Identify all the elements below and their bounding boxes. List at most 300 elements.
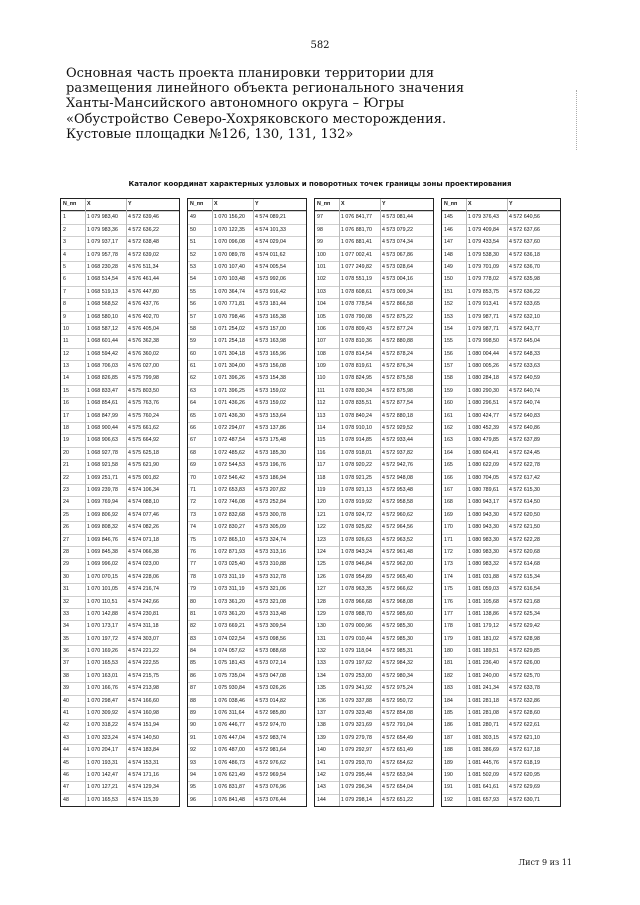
x-coordinate: 1 079 778,02 xyxy=(468,276,499,283)
y-coordinate: 4 573 076,44 xyxy=(255,796,286,803)
table-row xyxy=(188,360,306,372)
y-coordinate: 4 573 312,78 xyxy=(255,573,286,580)
y-coordinate: 4 572 640,74 xyxy=(509,387,540,394)
point-number: 81 xyxy=(190,610,196,617)
point-number: 156 xyxy=(444,350,453,357)
table-row xyxy=(315,769,433,781)
x-coordinate: 1 072 487,54 xyxy=(214,437,245,444)
y-coordinate: 4 572 654,49 xyxy=(382,734,413,741)
x-coordinate: 1 071 304,00 xyxy=(214,363,245,370)
point-number: 133 xyxy=(317,660,326,667)
y-coordinate: 4 574 005,54 xyxy=(255,263,286,270)
header-x: X xyxy=(214,201,218,207)
y-coordinate: 4 572 875,22 xyxy=(382,313,413,320)
point-number: 114 xyxy=(317,425,326,432)
y-coordinate: 4 575 661,62 xyxy=(128,425,159,432)
y-coordinate: 4 574 171,16 xyxy=(128,771,159,778)
table-row xyxy=(188,422,306,434)
y-coordinate: 4 573 157,00 xyxy=(255,325,286,332)
point-number: 134 xyxy=(317,672,326,679)
x-coordinate: 1 078 926,63 xyxy=(341,536,372,543)
x-coordinate: 1 078 814,54 xyxy=(341,350,372,357)
table-row xyxy=(61,249,179,261)
x-coordinate: 1 078 914,85 xyxy=(341,437,372,444)
table-row xyxy=(315,261,433,273)
y-coordinate: 4 572 791,04 xyxy=(382,722,413,729)
table-row xyxy=(61,211,179,223)
point-number: 77 xyxy=(190,561,196,568)
y-coordinate: 4 573 175,48 xyxy=(255,437,286,444)
x-coordinate: 1 070 156,20 xyxy=(214,214,245,221)
table-row xyxy=(188,273,306,285)
x-coordinate: 1 068 900,44 xyxy=(87,425,118,432)
table-row xyxy=(315,657,433,669)
y-coordinate: 4 572 614,50 xyxy=(509,499,540,506)
table-row xyxy=(188,447,306,459)
y-coordinate: 4 574 311,18 xyxy=(128,623,159,630)
table-row xyxy=(188,472,306,484)
point-number: 150 xyxy=(444,276,453,283)
table-row xyxy=(61,757,179,769)
x-coordinate: 1 070 101,05 xyxy=(87,586,118,593)
point-number: 33 xyxy=(63,610,69,617)
point-number: 127 xyxy=(317,586,326,593)
table-row xyxy=(442,348,560,360)
x-coordinate: 1 068 601,44 xyxy=(87,338,118,345)
y-coordinate: 4 573 165,38 xyxy=(255,313,286,320)
x-coordinate: 1 079 197,62 xyxy=(341,660,372,667)
point-number: 144 xyxy=(317,796,326,803)
table-row xyxy=(442,558,560,570)
point-number: 47 xyxy=(63,784,69,791)
y-coordinate: 4 573 185,30 xyxy=(255,449,286,456)
y-coordinate: 4 572 628,60 xyxy=(509,710,540,717)
table-row xyxy=(442,484,560,496)
table-row xyxy=(61,496,179,508)
table-row xyxy=(61,509,179,521)
table-block-1 xyxy=(60,198,180,807)
point-number: 13 xyxy=(63,363,69,370)
column-divider xyxy=(212,199,213,806)
point-number: 110 xyxy=(317,375,326,382)
point-number: 113 xyxy=(317,412,326,419)
table-row xyxy=(315,422,433,434)
y-coordinate: 4 576 362,38 xyxy=(128,338,159,345)
y-coordinate: 4 572 632,10 xyxy=(509,313,540,320)
point-number: 106 xyxy=(317,325,326,332)
point-number: 124 xyxy=(317,548,326,555)
table-row xyxy=(61,372,179,384)
y-coordinate: 4 572 633,78 xyxy=(509,685,540,692)
point-number: 74 xyxy=(190,524,196,531)
y-coordinate: 4 576 511,34 xyxy=(128,263,159,270)
x-coordinate: 1 078 988,70 xyxy=(341,610,372,617)
point-number: 15 xyxy=(63,387,69,394)
y-coordinate: 4 572 880,88 xyxy=(382,338,413,345)
point-number: 93 xyxy=(190,759,196,766)
table-row xyxy=(315,719,433,731)
y-coordinate: 4 572 651,49 xyxy=(382,747,413,754)
y-coordinate: 4 573 321,06 xyxy=(255,586,286,593)
y-coordinate: 4 572 617,18 xyxy=(509,747,540,754)
x-coordinate: 1 080 789,61 xyxy=(468,486,499,493)
table-row xyxy=(61,261,179,273)
y-coordinate: 4 572 645,04 xyxy=(509,338,540,345)
table-row xyxy=(315,224,433,236)
table-row xyxy=(442,794,560,806)
y-coordinate: 4 574 151,94 xyxy=(128,722,159,729)
table-row xyxy=(315,608,433,620)
x-coordinate: 1 070 110,51 xyxy=(87,598,118,605)
x-coordinate: 1 079 957,78 xyxy=(87,251,118,258)
x-coordinate: 1 070 298,47 xyxy=(87,697,118,704)
point-number: 100 xyxy=(317,251,326,258)
point-number: 34 xyxy=(63,623,69,630)
x-coordinate: 1 078 910,10 xyxy=(341,425,372,432)
table-row xyxy=(61,781,179,793)
table-row xyxy=(442,757,560,769)
table-row xyxy=(442,571,560,583)
x-coordinate: 1 079 296,34 xyxy=(341,784,372,791)
x-coordinate: 1 075 930,84 xyxy=(214,685,245,692)
table-row xyxy=(188,434,306,446)
y-coordinate: 4 574 023,00 xyxy=(128,561,159,568)
x-coordinate: 1 068 921,58 xyxy=(87,462,118,469)
x-coordinate: 1 070 127,21 xyxy=(87,784,118,791)
point-number: 161 xyxy=(444,412,453,419)
point-number: 155 xyxy=(444,338,453,345)
table-row xyxy=(61,273,179,285)
point-number: 136 xyxy=(317,697,326,704)
y-coordinate: 4 572 966,62 xyxy=(382,586,413,593)
table-row xyxy=(442,534,560,546)
x-coordinate: 1 071 254,02 xyxy=(214,325,245,332)
point-number: 84 xyxy=(190,648,196,655)
table-row xyxy=(61,447,179,459)
y-coordinate: 4 574 183,84 xyxy=(128,747,159,754)
y-coordinate: 4 574 071,18 xyxy=(128,536,159,543)
x-coordinate: 1 079 118,04 xyxy=(341,648,372,655)
x-coordinate: 1 076 621,49 xyxy=(214,771,245,778)
y-coordinate: 4 572 640,83 xyxy=(509,412,540,419)
point-number: 48 xyxy=(63,796,69,803)
table-row xyxy=(188,372,306,384)
table-header-row xyxy=(442,199,560,211)
table-row xyxy=(442,385,560,397)
point-number: 69 xyxy=(190,462,196,469)
table-row xyxy=(61,534,179,546)
table-row xyxy=(61,682,179,694)
y-coordinate: 4 572 629,85 xyxy=(509,648,540,655)
x-coordinate: 1 079 337,88 xyxy=(341,697,372,704)
point-number: 123 xyxy=(317,536,326,543)
y-coordinate: 4 573 992,06 xyxy=(255,276,286,283)
x-coordinate: 1 069 251,71 xyxy=(87,474,118,481)
x-coordinate: 1 072 653,83 xyxy=(214,486,245,493)
x-coordinate: 1 070 089,78 xyxy=(214,251,245,258)
point-number: 191 xyxy=(444,784,453,791)
y-coordinate: 4 574 228,06 xyxy=(128,573,159,580)
x-coordinate: 1 072 294,07 xyxy=(214,425,245,432)
x-coordinate: 1 070 142,88 xyxy=(87,610,118,617)
x-coordinate: 1 078 819,61 xyxy=(341,363,372,370)
table-row xyxy=(315,273,433,285)
x-coordinate: 1 070 107,40 xyxy=(214,263,245,270)
x-coordinate: 1 079 293,70 xyxy=(341,759,372,766)
point-number: 162 xyxy=(444,425,453,432)
point-number: 95 xyxy=(190,784,196,791)
y-coordinate: 4 572 961,48 xyxy=(382,548,413,555)
table-row xyxy=(188,546,306,558)
x-coordinate: 1 080 005,26 xyxy=(468,363,499,370)
table-row xyxy=(61,236,179,248)
header-x: X xyxy=(468,201,472,207)
y-coordinate: 4 572 975,24 xyxy=(382,685,413,692)
point-number: 98 xyxy=(317,226,323,233)
point-number: 78 xyxy=(190,573,196,580)
y-coordinate: 4 573 916,42 xyxy=(255,288,286,295)
x-coordinate: 1 069 846,76 xyxy=(87,536,118,543)
y-coordinate: 4 573 159,02 xyxy=(255,400,286,407)
y-coordinate: 4 576 437,76 xyxy=(128,301,159,308)
x-coordinate: 1 081 059,03 xyxy=(468,586,499,593)
x-coordinate: 1 079 253,00 xyxy=(341,672,372,679)
x-coordinate: 1 079 323,48 xyxy=(341,710,372,717)
table-row xyxy=(188,571,306,583)
table-row xyxy=(188,695,306,707)
table-row xyxy=(188,744,306,756)
x-coordinate: 1 068 833,47 xyxy=(87,387,118,394)
point-number: 166 xyxy=(444,474,453,481)
point-number: 5 xyxy=(63,263,66,270)
x-coordinate: 1 081 181,02 xyxy=(468,635,499,642)
table-row xyxy=(61,608,179,620)
x-coordinate: 1 072 485,62 xyxy=(214,449,245,456)
point-number: 132 xyxy=(317,648,326,655)
table-row xyxy=(188,496,306,508)
y-coordinate: 4 572 629,42 xyxy=(509,623,540,630)
y-coordinate: 4 573 026,26 xyxy=(255,685,286,692)
table-row xyxy=(188,335,306,347)
y-coordinate: 4 573 252,84 xyxy=(255,499,286,506)
x-coordinate: 1 078 943,24 xyxy=(341,548,372,555)
table-row xyxy=(61,298,179,310)
x-coordinate: 1 078 551,19 xyxy=(341,276,372,283)
point-number: 111 xyxy=(317,387,326,394)
y-coordinate: 4 573 154,38 xyxy=(255,375,286,382)
x-coordinate: 1 069 806,92 xyxy=(87,511,118,518)
x-coordinate: 1 080 943,30 xyxy=(468,524,499,531)
point-number: 12 xyxy=(63,350,69,357)
point-number: 66 xyxy=(190,425,196,432)
point-number: 143 xyxy=(317,784,326,791)
x-coordinate: 1 081 657,93 xyxy=(468,796,499,803)
point-number: 153 xyxy=(444,313,453,320)
x-coordinate: 1 076 311,64 xyxy=(214,710,245,717)
y-coordinate: 4 572 960,62 xyxy=(382,511,413,518)
table-row xyxy=(315,397,433,409)
x-coordinate: 1 070 193,31 xyxy=(87,759,118,766)
y-coordinate: 4 572 637,89 xyxy=(509,437,540,444)
y-coordinate: 4 572 633,65 xyxy=(509,301,540,308)
point-number: 172 xyxy=(444,548,453,555)
x-coordinate: 1 080 983,32 xyxy=(468,561,499,568)
point-number: 37 xyxy=(63,660,69,667)
table-row xyxy=(315,447,433,459)
point-number: 51 xyxy=(190,239,196,246)
y-coordinate: 4 572 974,70 xyxy=(255,722,286,729)
y-coordinate: 4 573 186,94 xyxy=(255,474,286,481)
table-header-row xyxy=(61,199,179,211)
point-number: 154 xyxy=(444,325,453,332)
table-row xyxy=(315,236,433,248)
x-coordinate: 1 080 943,30 xyxy=(468,511,499,518)
table-row xyxy=(61,459,179,471)
table-row xyxy=(315,695,433,707)
y-coordinate: 4 573 207,82 xyxy=(255,486,286,493)
point-number: 61 xyxy=(190,363,196,370)
table-row xyxy=(442,410,560,422)
table-row xyxy=(442,286,560,298)
x-coordinate: 1 078 918,01 xyxy=(341,449,372,456)
point-number: 80 xyxy=(190,598,196,605)
table-block-4 xyxy=(441,198,561,807)
table-row xyxy=(442,596,560,608)
x-coordinate: 1 081 281,18 xyxy=(468,697,499,704)
point-number: 85 xyxy=(190,660,196,667)
x-coordinate: 1 078 919,92 xyxy=(341,499,372,506)
x-coordinate: 1 079 538,30 xyxy=(468,251,499,258)
point-number: 116 xyxy=(317,449,326,456)
table-row xyxy=(315,472,433,484)
x-coordinate: 1 075 181,43 xyxy=(214,660,245,667)
table-row xyxy=(442,360,560,372)
y-coordinate: 4 574 077,46 xyxy=(128,511,159,518)
y-coordinate: 4 572 953,48 xyxy=(382,486,413,493)
table-row xyxy=(188,311,306,323)
point-number: 152 xyxy=(444,301,453,308)
x-coordinate: 1 068 514,54 xyxy=(87,276,118,283)
point-number: 46 xyxy=(63,771,69,778)
x-coordinate: 1 072 830,27 xyxy=(214,524,245,531)
y-coordinate: 4 572 618,19 xyxy=(509,759,540,766)
y-coordinate: 4 574 129,34 xyxy=(128,784,159,791)
y-coordinate: 4 573 313,16 xyxy=(255,548,286,555)
x-coordinate: 1 072 865,10 xyxy=(214,536,245,543)
point-number: 192 xyxy=(444,796,453,803)
y-coordinate: 4 573 313,48 xyxy=(255,610,286,617)
point-number: 24 xyxy=(63,499,69,506)
x-coordinate: 1 070 364,74 xyxy=(214,288,245,295)
table-row xyxy=(315,620,433,632)
point-number: 167 xyxy=(444,486,453,493)
y-coordinate: 4 573 163,98 xyxy=(255,338,286,345)
x-coordinate: 1 078 778,54 xyxy=(341,301,372,308)
y-coordinate: 4 572 648,33 xyxy=(509,350,540,357)
x-coordinate: 1 079 000,96 xyxy=(341,623,372,630)
table-row xyxy=(442,620,560,632)
y-coordinate: 4 572 984,32 xyxy=(382,660,413,667)
point-number: 120 xyxy=(317,499,326,506)
table-row xyxy=(315,348,433,360)
point-number: 125 xyxy=(317,561,326,568)
x-coordinate: 1 081 236,40 xyxy=(468,660,499,667)
x-coordinate: 1 080 424,77 xyxy=(468,412,499,419)
document-title: Основная часть проекта планировки территории для размещения линейного объекта регионального значения Ханты-Мансийского автономного округа – Югры «Обустройство Северо-Хохряковского месторождения. Кустовые площадки №126, 130, 131, 132» xyxy=(66,66,465,142)
table-row xyxy=(315,484,433,496)
table-row xyxy=(188,682,306,694)
y-coordinate: 4 576 360,02 xyxy=(128,350,159,357)
table-row xyxy=(188,385,306,397)
table-row xyxy=(188,484,306,496)
x-coordinate: 1 077 249,82 xyxy=(341,263,372,270)
x-coordinate: 1 070 103,48 xyxy=(214,276,245,283)
table-row xyxy=(315,211,433,223)
x-coordinate: 1 076 486,73 xyxy=(214,759,245,766)
point-number: 88 xyxy=(190,697,196,704)
table-row xyxy=(315,534,433,546)
y-coordinate: 4 572 620,95 xyxy=(509,771,540,778)
x-coordinate: 1 078 924,72 xyxy=(341,511,372,518)
point-number: 9 xyxy=(63,313,66,320)
point-number: 29 xyxy=(63,561,69,568)
x-coordinate: 1 071 396,26 xyxy=(214,375,245,382)
header-n: N_пп xyxy=(63,201,77,207)
table-row xyxy=(188,509,306,521)
point-number: 151 xyxy=(444,288,453,295)
table-row xyxy=(61,335,179,347)
y-coordinate: 4 574 221,22 xyxy=(128,648,159,655)
y-coordinate: 4 576 027,00 xyxy=(128,363,159,370)
x-coordinate: 1 081 189,51 xyxy=(468,648,499,655)
x-coordinate: 1 081 138,86 xyxy=(468,610,499,617)
table-row xyxy=(442,422,560,434)
table-row xyxy=(315,311,433,323)
table-row xyxy=(61,794,179,806)
point-number: 181 xyxy=(444,660,453,667)
point-number: 91 xyxy=(190,734,196,741)
point-number: 171 xyxy=(444,536,453,543)
table-row xyxy=(61,732,179,744)
table-row xyxy=(61,484,179,496)
x-coordinate: 1 069 808,32 xyxy=(87,524,118,531)
x-coordinate: 1 078 608,61 xyxy=(341,288,372,295)
x-coordinate: 1 078 946,84 xyxy=(341,561,372,568)
point-number: 72 xyxy=(190,499,196,506)
point-number: 19 xyxy=(63,437,69,444)
x-coordinate: 1 078 810,36 xyxy=(341,338,372,345)
x-coordinate: 1 071 436,30 xyxy=(214,412,245,419)
y-coordinate: 4 573 079,22 xyxy=(382,226,413,233)
table-row xyxy=(315,732,433,744)
table-row xyxy=(315,757,433,769)
header-y: Y xyxy=(509,201,513,207)
y-coordinate: 4 572 985,30 xyxy=(382,635,413,642)
x-coordinate: 1 070 771,81 xyxy=(214,301,245,308)
table-row xyxy=(315,781,433,793)
y-coordinate: 4 572 643,77 xyxy=(509,325,540,332)
x-coordinate: 1 073 361,20 xyxy=(214,598,245,605)
y-coordinate: 4 574 303,07 xyxy=(128,635,159,642)
y-coordinate: 4 572 621,10 xyxy=(509,734,540,741)
x-coordinate: 1 070 309,92 xyxy=(87,710,118,717)
point-number: 119 xyxy=(317,486,326,493)
y-coordinate: 4 572 628,98 xyxy=(509,635,540,642)
y-coordinate: 4 572 636,70 xyxy=(509,263,540,270)
y-coordinate: 4 574 242,66 xyxy=(128,598,159,605)
y-coordinate: 4 574 230,81 xyxy=(128,610,159,617)
y-coordinate: 4 573 098,56 xyxy=(255,635,286,642)
